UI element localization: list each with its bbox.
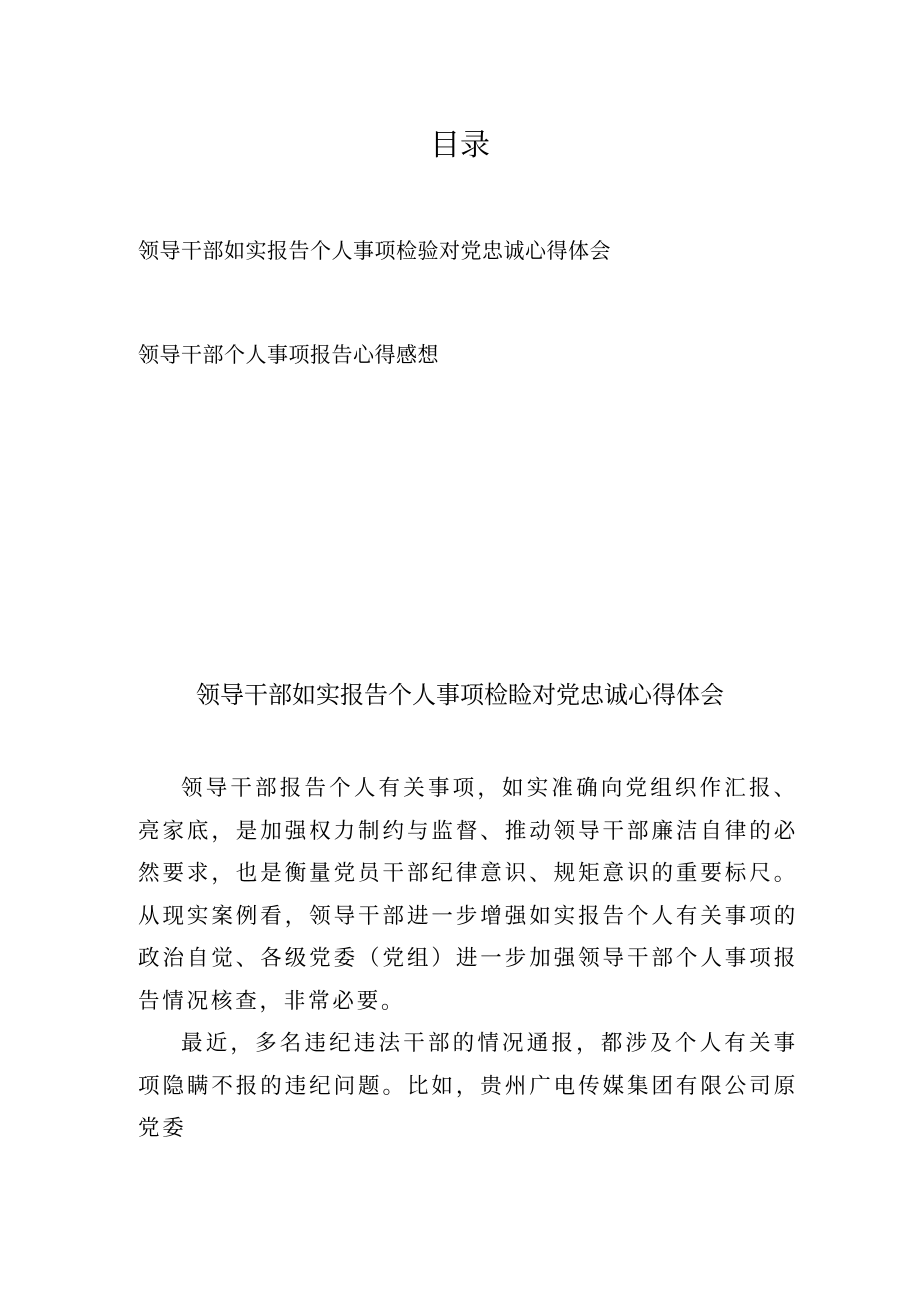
body-paragraph: 领导干部报告个人有关事项，如实准确向党组织作汇报、亮家底，是加强权力制约与监督、推动领导干部廉洁自律的必然要求，也是衡量党员干部纪律意识、规矩意识的重要标尺。从现实案例看，领导干部进一步增强如实报告个人有关事项的政治自觉、各级党委（党组）进一步加强领导干部个人事项报告情况核查，非常必要。 bbox=[138, 776, 798, 1014]
article-body bbox=[138, 768, 798, 1151]
toc-item[interactable]: 领导干部如实报告个人事项检验对党忠诚心得体会 bbox=[138, 239, 611, 263]
toc-item[interactable]: 领导干部个人事项报告心得感想 bbox=[138, 343, 439, 367]
toc-title: 目录 bbox=[430, 128, 490, 163]
article-title: 领导干部如实报告个人事项检睑对党忠诚心得体会 bbox=[196, 681, 724, 709]
body-paragraph: 最近，多名违纪违法干部的情况通报，都涉及个人有关事项隐瞒不报的违纪问题。比如，贵州广电传媒集团有限公司原党委 bbox=[138, 1031, 798, 1141]
